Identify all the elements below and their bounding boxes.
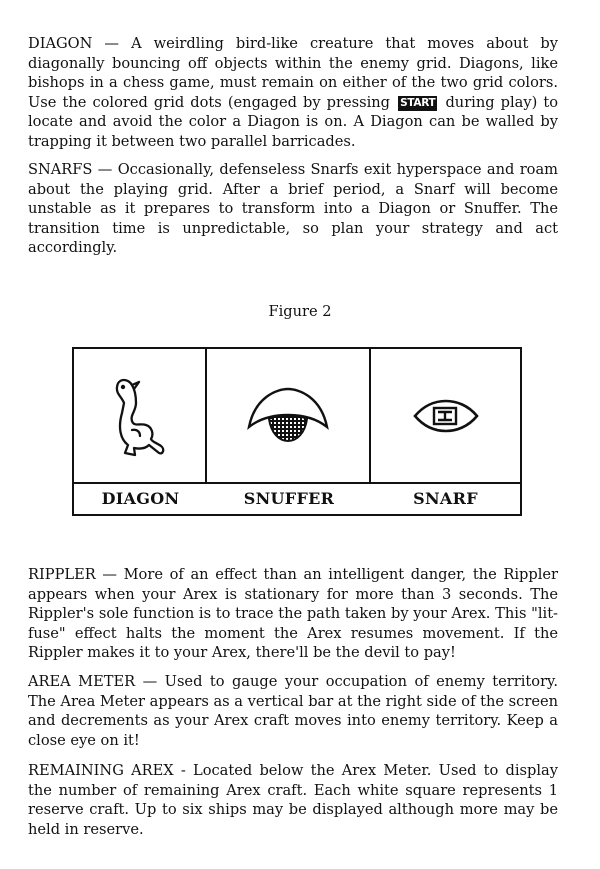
- snarf-eye-icon: [412, 398, 480, 434]
- snarfs-paragraph: SNARFS — Occasionally, defenseless Snarfs exit hyperspace and roam about the playing grid. After a brief period, a Snarf will become unstable as it prepares to transform into a Diagon or Snuffer. The transition time is unpredictable, so plan your strategy and act accordingly.: [28, 161, 558, 257]
- figure-caption: Figure 2: [268, 303, 332, 320]
- diagon-cell: [74, 349, 207, 482]
- diagon-bird-icon: [112, 373, 168, 459]
- remaining-arex-paragraph: REMAINING AREX - Located below the Arex Meter. Used to display the number of remaining Arex craft. Each white square represents 1 reserve craft. Up to six ships may be displayed although more may be held in reserve.: [28, 762, 558, 838]
- snuffer-dome-icon: [245, 385, 331, 447]
- snarf-label: SNARF: [413, 489, 478, 508]
- diagon-text-start: DIAGON — A weirdling bird-like creature that moves about by diagonally bouncing off objects within the enemy grid. Diagons, like bishops in a chess game, must remain on either of the two grid colors. Use the colored grid dots (engaged by pressing: [28, 35, 558, 111]
- figure-labels-row: [74, 482, 520, 514]
- figure-2: [72, 347, 522, 516]
- snarf-cell: [371, 349, 520, 482]
- diagon-label: DIAGON: [101, 489, 180, 508]
- diagon-paragraph: [28, 34, 558, 152]
- snuffer-cell: [207, 349, 371, 482]
- snuffer-label: SNUFFER: [243, 489, 335, 508]
- start-key-icon: START: [400, 96, 436, 109]
- rippler-paragraph: RIPPLER — More of an effect than an intelligent danger, the Rippler appears when your Arex is stationary for more than 3 seconds. The Rippler's sole function is to trace the path taken by your Arex. This "lit-fuse" effect halts the moment the Arex resumes movement. If the Rippler makes it to your Arex, there'll be the devil to pay!: [28, 566, 558, 662]
- diagon-text-end: during play) to locate and avoid the color a Diagon is on. A Diagon can be walled by trapping it between two parallel barricades.: [28, 93, 559, 150]
- area-meter-paragraph: AREA METER — Used to gauge your occupation of enemy territory. The Area Meter appears as a vertical bar at the right side of the screen and decrements as your Arex craft moves into enemy territory. Keep a close eye on it!: [28, 673, 558, 749]
